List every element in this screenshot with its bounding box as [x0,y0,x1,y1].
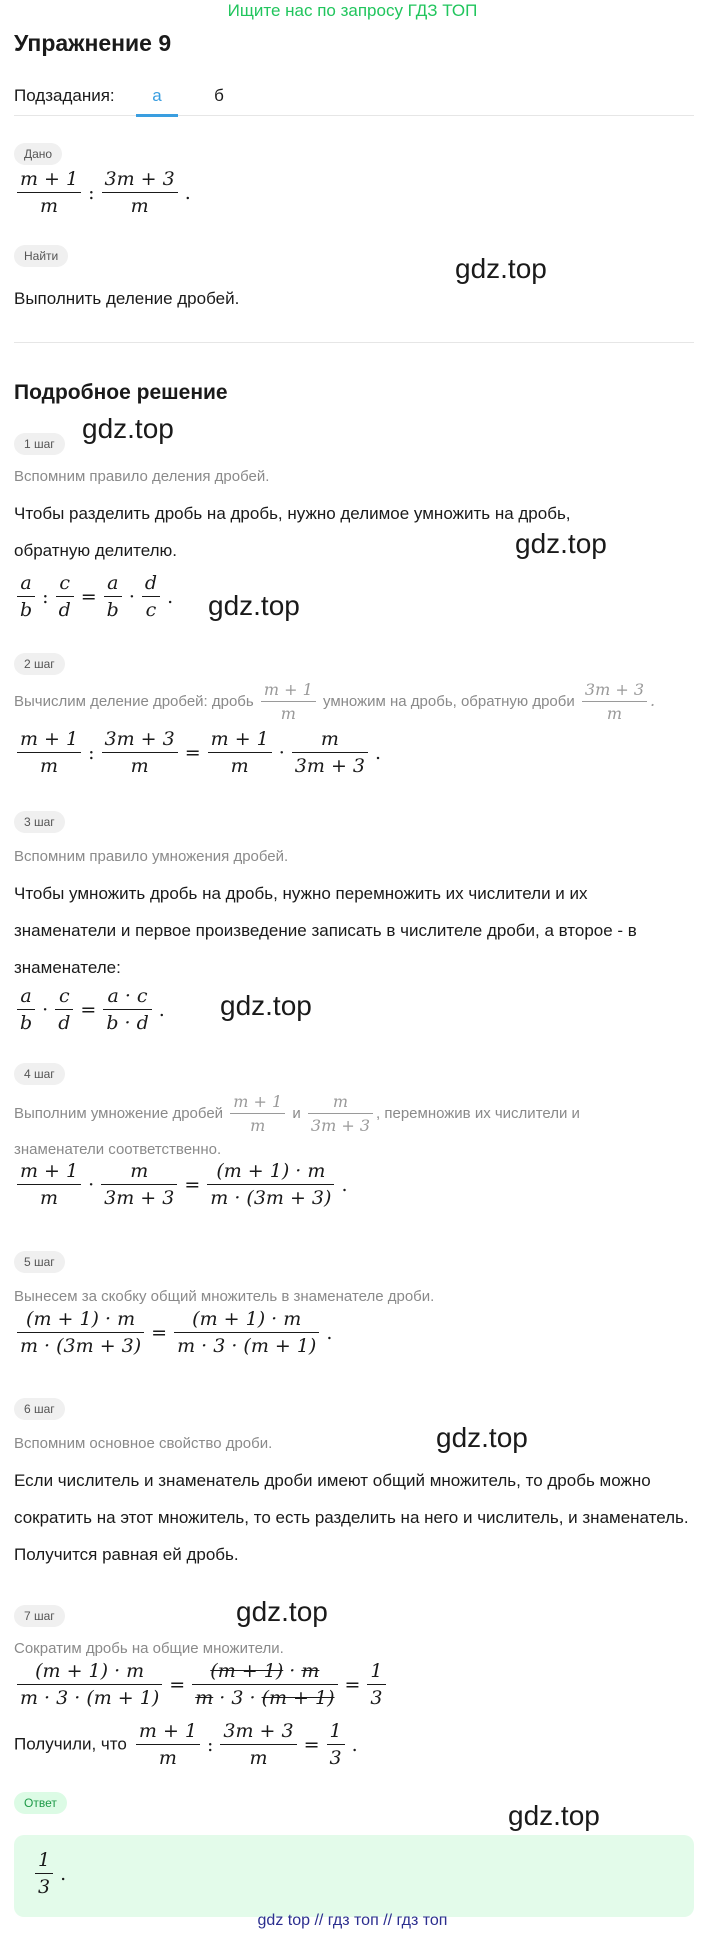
step-2-formula: $\frac{m + 1}{m}$ : $\frac{3m + 3}{m}$ = $\frac{m + 1}{m}$ · $\frac{m}{3m + 3}$ . [14,728,385,777]
subtask-tabs [14,80,694,116]
step-4-chip: 4 шаг [14,1063,65,1085]
tab-b[interactable]: б [214,86,224,105]
step-6-note: Вспомним основное свойство дроби. [14,1435,273,1452]
tab-a[interactable]: а [136,86,178,106]
step-3-chip: 3 шаг [14,811,65,833]
answer-value: $\frac{1}{3}$ . [32,1849,70,1898]
step-3-text: Чтобы умножить дробь на дробь, нужно перемножить их числители и их знаменатели и первое произведение записать в числителе дроби, а второе - в знаменателе: [14,884,637,977]
step-7-note: Сократим дробь на общие множители. [14,1640,284,1657]
step-5-note: Вынесем за скобку общий множитель в знаменателе дроби. [14,1288,435,1305]
watermark: gdz.top [455,253,547,284]
step-2-chip: 2 шаг [14,653,65,675]
step-6-chip: 6 шаг [14,1398,65,1420]
step-3-formula: $\frac{a}{b}$ · $\frac{c}{d}$ = $\frac{a \cdot c}{b \cdot d}$ . [14,985,169,1034]
watermark: gdz.top [220,990,312,1021]
step-6-text: Если числитель и знаменатель дроби имеют общий множитель, то дробь можно сократить на этот множитель, то есть разделить на него и числитель, и знаменатель. Получится равная ей дробь. [14,1471,689,1564]
step-2-note: Вычислим деление дробей: дробь $\frac{m + 1}{m}$ умножим на дробь, обратную дроби $\frac{3m + 3}{m}$ . [14,680,656,723]
solution-title: Подробное решение [14,381,228,404]
watermark: gdz.top [508,1800,600,1831]
promo-banner: Ищите нас по запросу ГДЗ ТОП [227,1,478,20]
step-1-formula: $\frac{a}{b}$ : $\frac{c}{d}$ = $\frac{a}{b}$ · $\frac{d}{c}$ . [14,572,177,621]
find-text: Выполнить деление дробей. [14,289,240,308]
given-chip: Дано [14,143,62,165]
watermark: gdz.top [515,528,607,559]
answer-box [14,1835,694,1917]
watermark: gdz.top [208,590,300,621]
divider [14,342,694,343]
watermark: gdz.top [236,1596,328,1627]
watermark: gdz.top [436,1422,528,1453]
step-7-result: Получили, что $\frac{m + 1}{m}$ : $\frac{3m + 3}{m}$ = $\frac{1}{3}$ . [14,1720,358,1769]
step-3-note: Вспомним правило умножения дробей. [14,848,289,865]
watermark: gdz.top [82,413,174,444]
step-1-note: Вспомним правило деления дробей. [14,468,270,485]
subtask-label: Подзадания: [14,86,115,105]
given-expression: $\frac{m + 1}{m}$ : $\frac{3m + 3}{m}$ . [14,168,195,217]
step-1-chip: 1 шаг [14,433,65,455]
step-4-note-line2: знаменатели соответственно. [14,1141,222,1158]
page-title: Упражнение 9 [14,30,172,56]
step-7-formula: $\frac{(m + 1) \cdot m}{m \cdot 3 \cdot (m + 1)}$ = $\frac{(m + 1) \cdot m}{m \cdot 3 \cdot (m + 1)}$ = $\frac{1}{3}$ [14,1660,389,1709]
step-4-note: Выполним умножение дробей $\frac{m + 1}{m}$ и $\frac{m}{3m + 3}$ , перемножив их числители и [14,1092,580,1135]
footer-links[interactable]: gdz top // гдз топ // гдз топ [257,1912,448,1929]
step-4-formula: $\frac{m + 1}{m}$ · $\frac{m}{3m + 3}$ = $\frac{(m + 1) \cdot m}{m \cdot (3m + 3)}$ . [14,1160,351,1209]
step-5-chip: 5 шаг [14,1251,65,1273]
step-5-formula: $\frac{(m + 1) \cdot m}{m \cdot (3m + 3)}$ = $\frac{(m + 1) \cdot m}{m \cdot 3 \cdot (m + 1)}$ . [14,1308,336,1357]
step-7-chip: 7 шаг [14,1605,65,1627]
step-1-text: Чтобы разделить дробь на дробь, нужно делимое умножить на дробь, обратную делителю. [14,504,571,560]
answer-chip: Ответ [14,1792,67,1814]
find-chip: Найти [14,245,68,267]
